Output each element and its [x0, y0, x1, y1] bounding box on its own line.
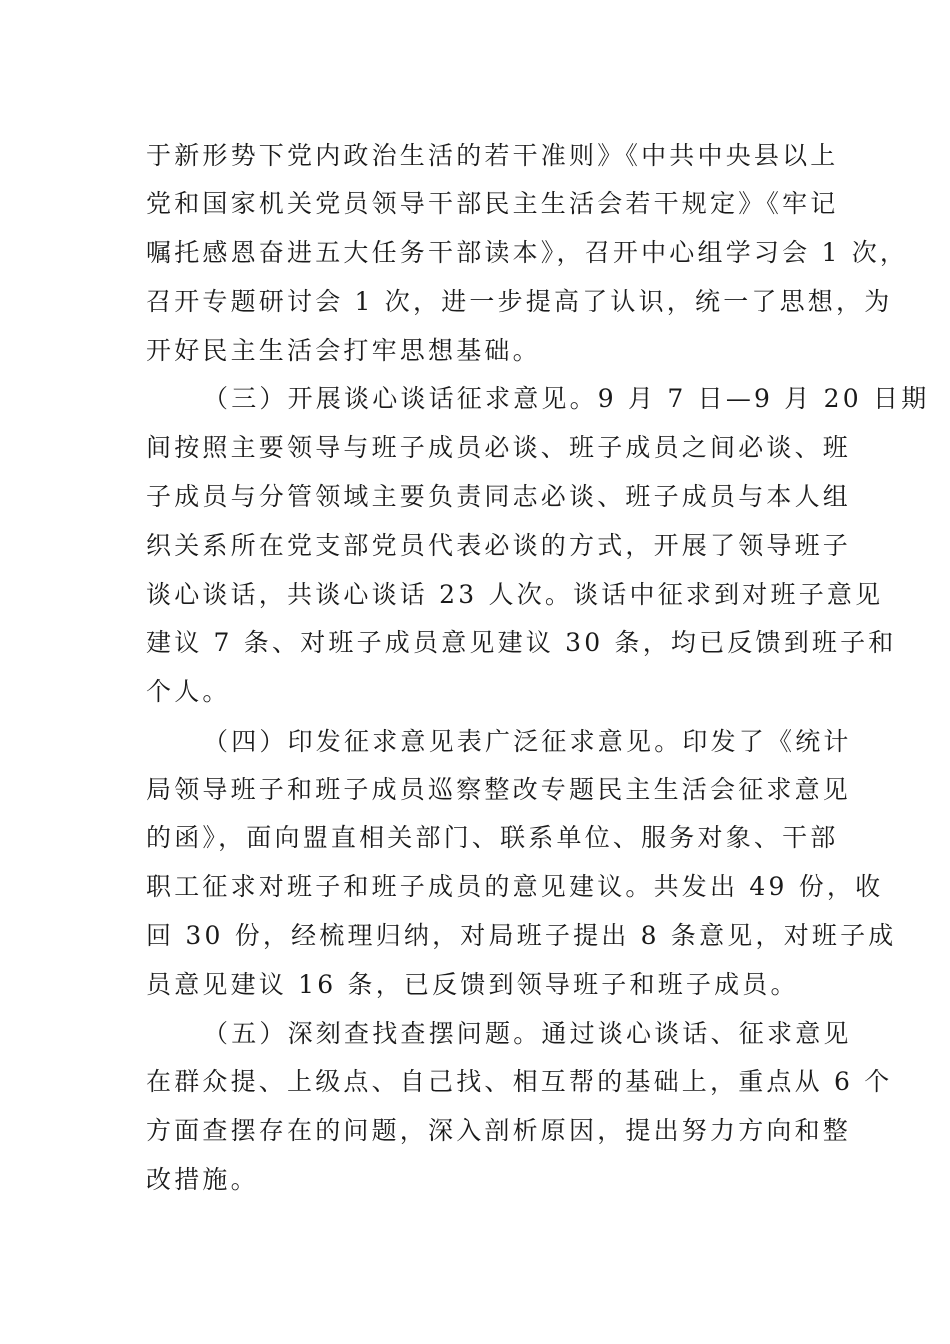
text-line: 嘱托感恩奋进五大任务干部读本》，召开中心组学习会 1 次， [146, 238, 909, 267]
text-line: 间按照主要领导与班子成员必谈、班子成员之间必谈、班 [146, 433, 852, 462]
text-line: 的函》，面向盟直相关部门、联系单位、服务对象、干部 [146, 823, 839, 852]
text-line: 在群众提、上级点、自己找、相互帮的基础上，重点从 6 个 [146, 1067, 893, 1096]
text-line: 回 30 份，经梳理归纳，对局班子提出 8 条意见，对班子成 [146, 921, 897, 950]
section-heading-line: （三）开展谈心谈话征求意见。9 月 7 日—9 月 20 日期 [203, 384, 930, 413]
text-line: 党和国家机关党员领导干部民主生活会若干规定》《牢记 [146, 189, 839, 218]
section-heading-line: （四）印发征求意见表广泛征求意见。印发了《统计 [203, 727, 852, 756]
text-line: 开好民主生活会打牢思想基础。 [146, 336, 541, 365]
text-line: 方面查摆存在的问题，深入剖析原因，提出努力方向和整 [146, 1116, 852, 1145]
text-line: 子成员与分管领域主要负责同志必谈、班子成员与本人组 [146, 482, 852, 511]
text-line: 个人。 [146, 677, 231, 706]
text-line: 改措施。 [146, 1165, 259, 1194]
text-line: 职工征求对班子和班子成员的意见建议。共发出 49 份，收 [146, 872, 884, 901]
text-line: 织关系所在党支部党员代表必谈的方式，开展了领导班子 [146, 531, 852, 560]
text-line: 谈心谈话，共谈心谈话 23 人次。谈话中征求到对班子意见 [146, 580, 884, 609]
text-line: 建议 7 条、对班子成员意见建议 30 条，均已反馈到班子和 [146, 628, 897, 657]
text-line: 局领导班子和班子成员巡察整改专题民主生活会征求意见 [146, 775, 852, 804]
text-line: 于新形势下党内政治生活的若干准则》《中共中央县以上 [146, 141, 839, 170]
section-heading-line: （五）深刻查找查摆问题。通过谈心谈话、征求意见 [203, 1019, 852, 1048]
text-line: 召开专题研讨会 1 次，进一步提高了认识，统一了思想，为 [146, 287, 893, 316]
text-line: 员意见建议 16 条，已反馈到领导班子和班子成员。 [146, 970, 799, 999]
